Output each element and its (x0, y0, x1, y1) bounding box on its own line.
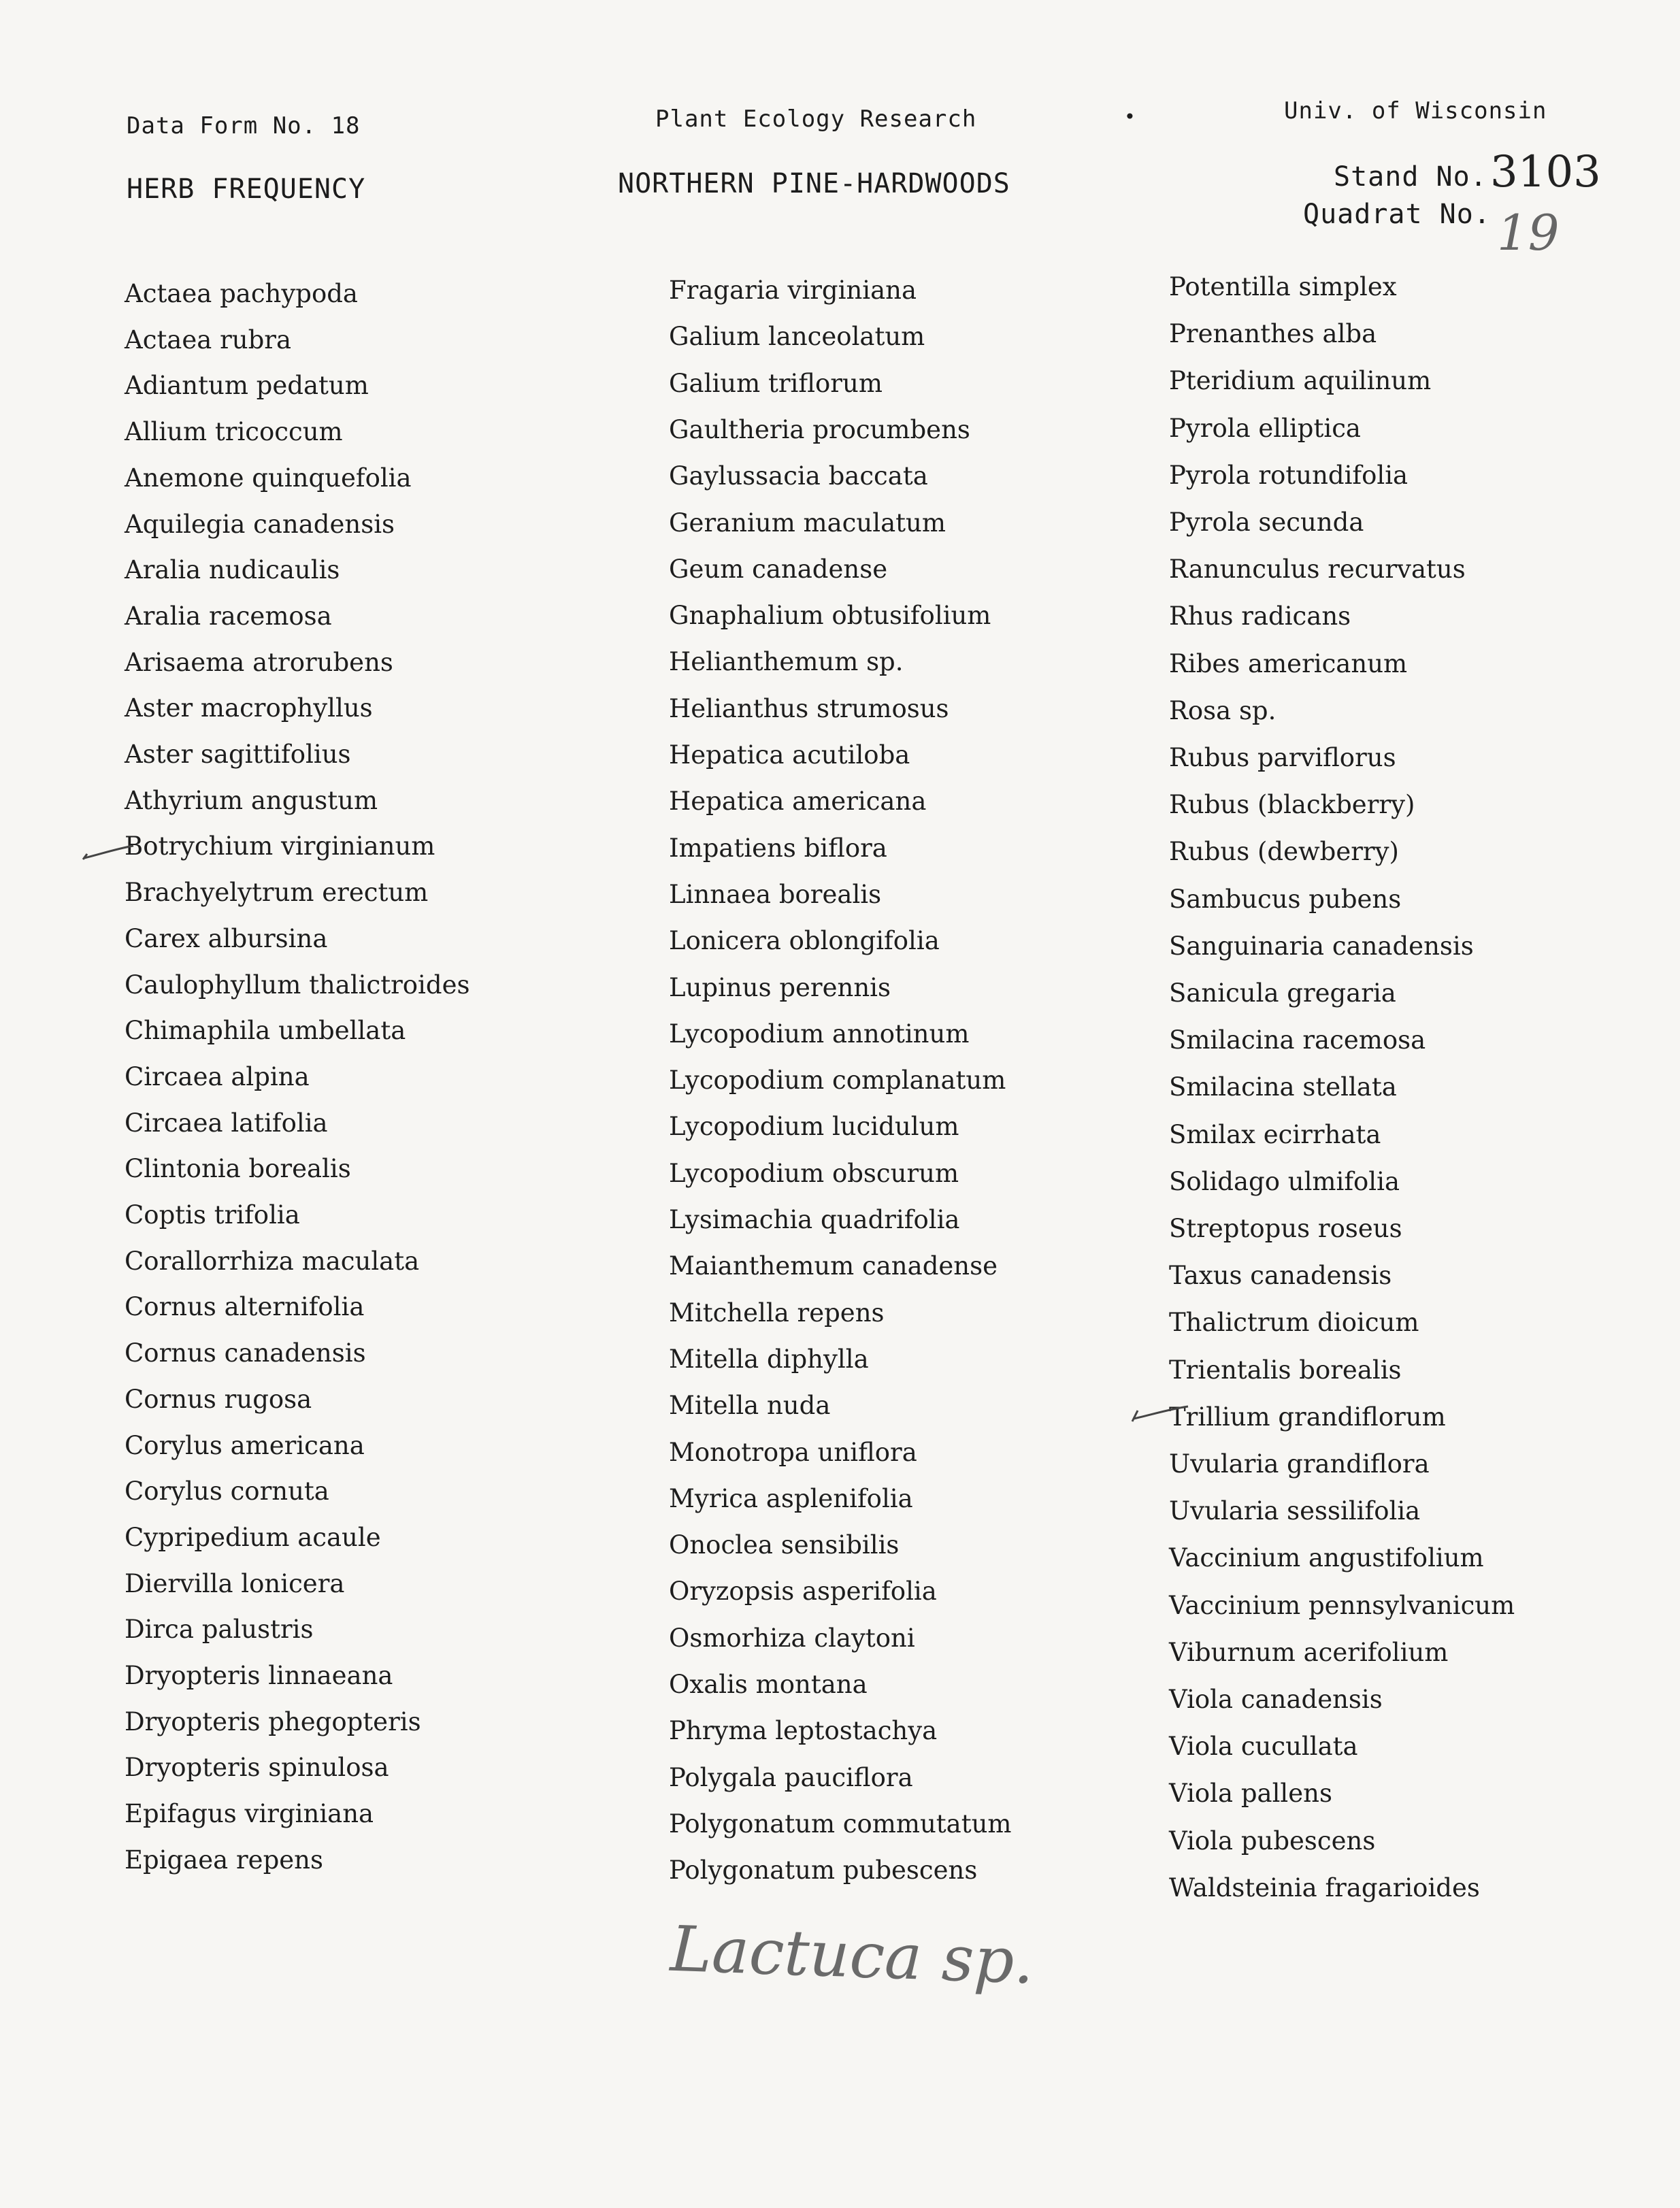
quadrat-number: 19 (1497, 204, 1560, 261)
species-item: Taxus canadensis (1169, 1261, 1392, 1291)
species-item: Lysimachia quadrifolia (669, 1205, 960, 1234)
species-item: Sanicula gregaria (1169, 978, 1396, 1008)
species-item: Hepatica acutiloba (669, 740, 910, 770)
species-item: Pteridium aquilinum (1169, 366, 1432, 396)
species-item: Adiantum pedatum (125, 371, 369, 401)
species-item: Oryzopsis asperifolia (669, 1577, 937, 1606)
species-item: Rhus radicans (1169, 602, 1351, 631)
species-item: Dryopteris linnaeana (125, 1661, 393, 1690)
species-item: Cornus canadensis (125, 1338, 366, 1368)
form-title: HERB FREQUENCY (127, 174, 366, 205)
species-item: Caulophyllum thalictroides (125, 970, 470, 1000)
species-item: Polygonatum pubescens (669, 1856, 978, 1885)
species-item: Geum canadense (669, 554, 888, 584)
species-item: Smilacina stellata (1169, 1072, 1397, 1102)
quadrat-label: Quadrat No. (1303, 199, 1491, 230)
species-item: Vaccinium angustifolium (1169, 1543, 1484, 1573)
species-item: Uvularia grandiflora (1169, 1449, 1430, 1479)
species-item: Sanguinaria canadensis (1169, 931, 1474, 961)
species-item: Myrica asplenifolia (669, 1483, 913, 1513)
organization: Plant Ecology Research (655, 105, 977, 133)
species-item: Viola canadensis (1169, 1685, 1383, 1714)
species-item: Thalictrum dioicum (1169, 1308, 1419, 1338)
species-item: Lupinus perennis (669, 972, 891, 1002)
species-item: Onoclea sensibilis (669, 1530, 900, 1560)
check-mark-icon (80, 839, 135, 866)
species-item: Trientalis borealis (1169, 1355, 1402, 1385)
species-item: Lycopodium complanatum (669, 1066, 1006, 1095)
species-item: Lycopodium annotinum (669, 1019, 970, 1049)
species-item: Rosa sp. (1169, 695, 1277, 725)
check-mark-icon (1128, 1398, 1189, 1426)
species-item: Clintonia borealis (125, 1154, 351, 1184)
species-item: Cornus rugosa (125, 1384, 312, 1414)
species-item: Helianthus strumosus (669, 693, 949, 723)
species-item: Osmorhiza claytoni (669, 1623, 915, 1653)
species-item: Rubus (dewberry) (1169, 837, 1399, 867)
species-item: Smilacina racemosa (1169, 1025, 1426, 1055)
species-item: Sambucus pubens (1169, 884, 1402, 914)
species-item: Pyrola elliptica (1169, 413, 1361, 443)
species-item: Actaea pachypoda (125, 279, 358, 308)
species-item: Ranunculus recurvatus (1169, 555, 1466, 584)
species-item: Helianthemum sp. (669, 647, 904, 677)
species-item: Impatiens biflora (669, 833, 887, 863)
species-item: Potentilla simplex (1169, 272, 1397, 301)
species-item: Lonicera oblongifolia (669, 926, 940, 956)
species-item: Aster sagittifolius (125, 740, 351, 769)
species-item: Mitchella repens (669, 1298, 885, 1328)
species-item: Aralia racemosa (125, 601, 332, 631)
species-item: Linnaea borealis (669, 879, 882, 909)
handwritten-species: Lactuca sp. (669, 1912, 1036, 1998)
species-item: Fragaria virginiana (669, 276, 917, 305)
species-item: Gaylussacia baccata (669, 461, 928, 491)
species-item: Epifagus virginiana (125, 1799, 374, 1829)
species-item: Athyrium angustum (125, 785, 378, 815)
species-item: Smilax ecirrhata (1169, 1119, 1381, 1149)
species-item: Carex albursina (125, 923, 328, 953)
species-item: Brachyelytrum erectum (125, 878, 429, 908)
stand-number: 3103 (1490, 147, 1601, 197)
species-item: Viola pallens (1169, 1779, 1332, 1809)
stray-mark: • (1124, 105, 1136, 128)
species-item: Viola cucullata (1169, 1732, 1358, 1762)
species-item: Geranium maculatum (669, 508, 946, 538)
species-item: Mitella diphylla (669, 1344, 869, 1374)
stand-label: Stand No. (1334, 161, 1487, 193)
species-item: Maianthemum canadense (669, 1251, 998, 1281)
species-item: Solidago ulmifolia (1169, 1166, 1400, 1196)
species-item: Botrychium virginianum (125, 831, 435, 861)
community-type: NORTHERN PINE-HARDWOODS (618, 168, 1010, 199)
species-item: Allium tricoccum (125, 417, 343, 447)
species-item: Dirca palustris (125, 1615, 314, 1645)
species-item: Actaea rubra (125, 325, 292, 355)
species-item: Arisaema atrorubens (125, 647, 393, 677)
form-number: Data Form No. 18 (127, 112, 361, 139)
species-item: Diervilla lonicera (125, 1568, 345, 1598)
species-item: Pyrola secunda (1169, 508, 1364, 537)
species-item: Aquilegia canadensis (125, 509, 395, 539)
species-item: Cypripedium acaule (125, 1522, 381, 1552)
species-item: Lycopodium obscurum (669, 1158, 959, 1188)
species-item: Dryopteris phegopteris (125, 1707, 421, 1736)
species-item: Dryopteris spinulosa (125, 1753, 389, 1783)
species-item: Hepatica americana (669, 787, 927, 817)
species-item: Lycopodium lucidulum (669, 1112, 959, 1142)
species-item: Polygala pauciflora (669, 1762, 913, 1792)
species-item: Streptopus roseus (1169, 1214, 1402, 1243)
species-item: Aralia nudicaulis (125, 555, 340, 585)
species-item: Oxalis montana (669, 1670, 868, 1699)
species-item: Waldsteinia fragarioides (1169, 1873, 1480, 1902)
species-item: Gaultheria procumbens (669, 414, 970, 444)
species-item: Rubus parviflorus (1169, 743, 1396, 772)
species-item: Galium triflorum (669, 368, 883, 398)
species-item: Gnaphalium obtusifolium (669, 601, 991, 631)
species-item: Viburnum acerifolium (1169, 1637, 1449, 1667)
species-item: Aster macrophyllus (125, 693, 373, 723)
species-item: Corylus cornuta (125, 1477, 329, 1506)
species-item: Ribes americanum (1169, 648, 1408, 678)
species-item: Pyrola rotundifolia (1169, 460, 1409, 490)
species-item: Galium lanceolatum (669, 322, 925, 352)
species-item: Epigaea repens (125, 1845, 323, 1875)
species-item: Viola pubescens (1169, 1826, 1376, 1856)
species-item: Corylus americana (125, 1430, 365, 1460)
species-item: Circaea latifolia (125, 1108, 328, 1138)
species-item: Anemone quinquefolia (125, 463, 412, 493)
species-item: Vaccinium pennsylvanicum (1169, 1590, 1515, 1620)
species-item: Chimaphila umbellata (125, 1016, 406, 1046)
species-item: Polygonatum commutatum (669, 1809, 1012, 1839)
species-item: Rubus (blackberry) (1169, 790, 1415, 820)
species-item: Trillium grandiflorum (1169, 1402, 1446, 1432)
species-item: Coptis trifolia (125, 1200, 300, 1230)
species-item: Prenanthes alba (1169, 319, 1377, 349)
species-item: Corallorrhiza maculata (125, 1246, 420, 1276)
species-item: Cornus alternifolia (125, 1292, 365, 1322)
species-item: Circaea alpina (125, 1061, 310, 1091)
species-item: Monotropa uniflora (669, 1437, 917, 1467)
species-item: Phryma leptostachya (669, 1716, 938, 1746)
species-item: Mitella nuda (669, 1391, 831, 1421)
species-item: Uvularia sessilifolia (1169, 1496, 1421, 1526)
university: Univ. of Wisconsin (1284, 97, 1547, 125)
